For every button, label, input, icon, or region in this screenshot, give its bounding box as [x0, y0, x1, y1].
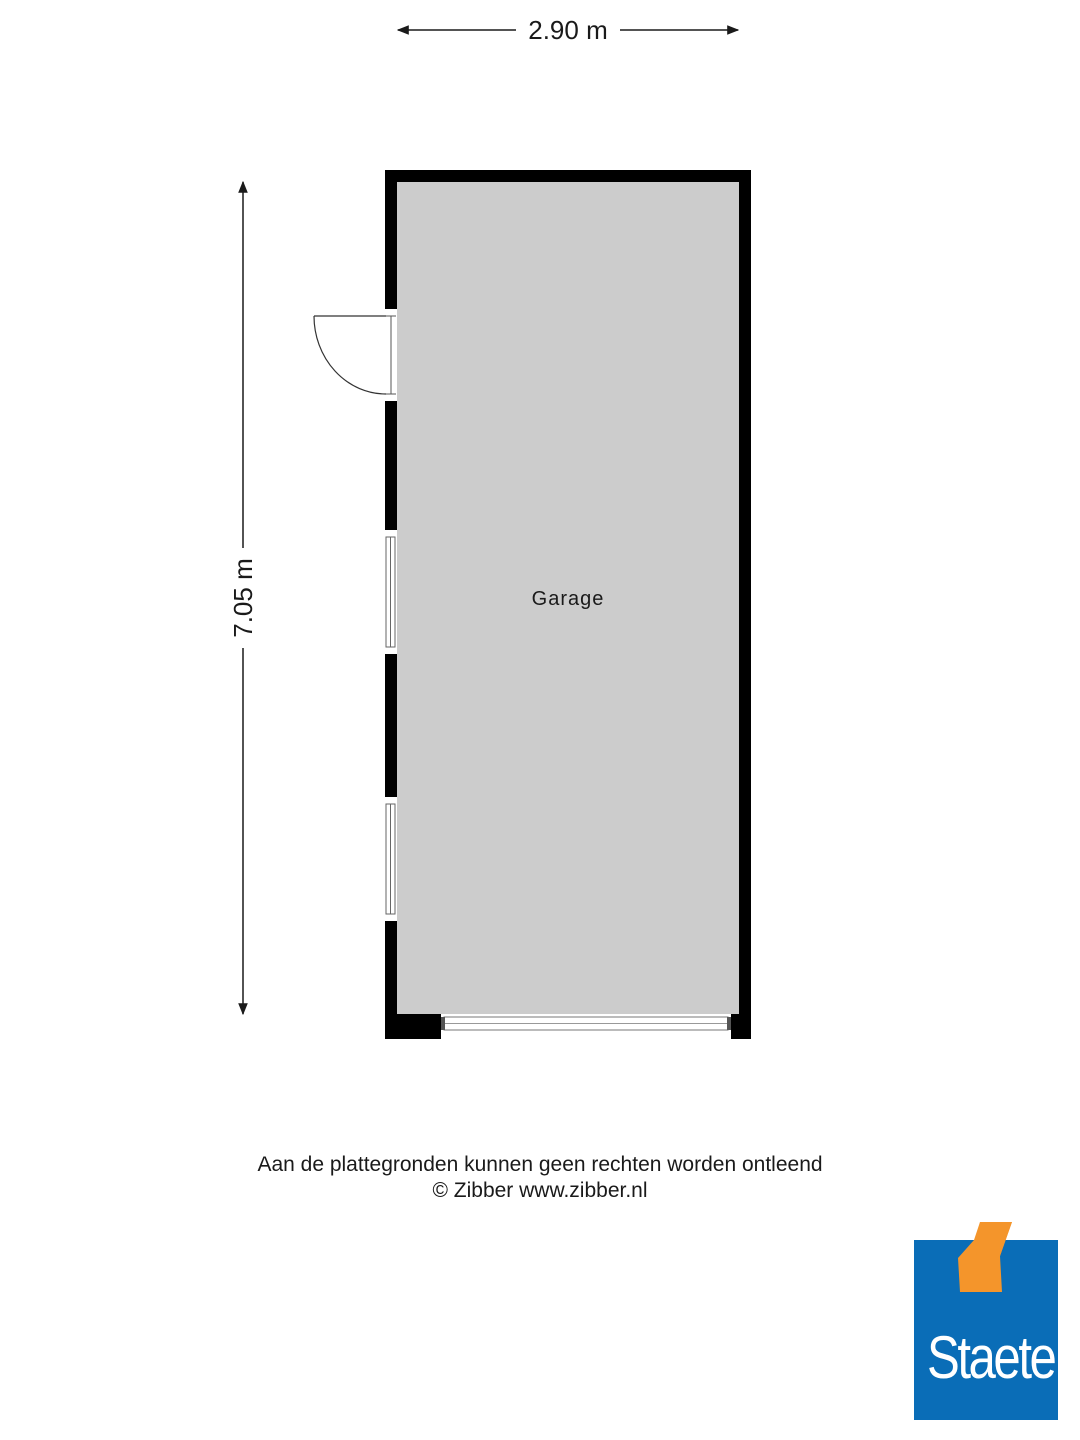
width-dimension: [398, 15, 738, 45]
logo-wordmark: Staete: [926, 1324, 1055, 1391]
disclaimer-text: Aan de plattegronden kunnen geen rechten worden ontleend: [257, 1153, 823, 1176]
length-dimension-label: 7.05 m: [228, 558, 258, 638]
side-door: [314, 309, 397, 401]
width-dimension-label: 2.90 m: [528, 15, 608, 45]
copyright-text: © Zibber www.zibber.nl: [432, 1179, 648, 1202]
room-label-garage: Garage: [531, 588, 605, 610]
length-dimension: [228, 182, 258, 1014]
garage-door: [441, 1014, 731, 1039]
side-window-lower: [385, 797, 397, 921]
side-window-upper: [385, 530, 397, 654]
